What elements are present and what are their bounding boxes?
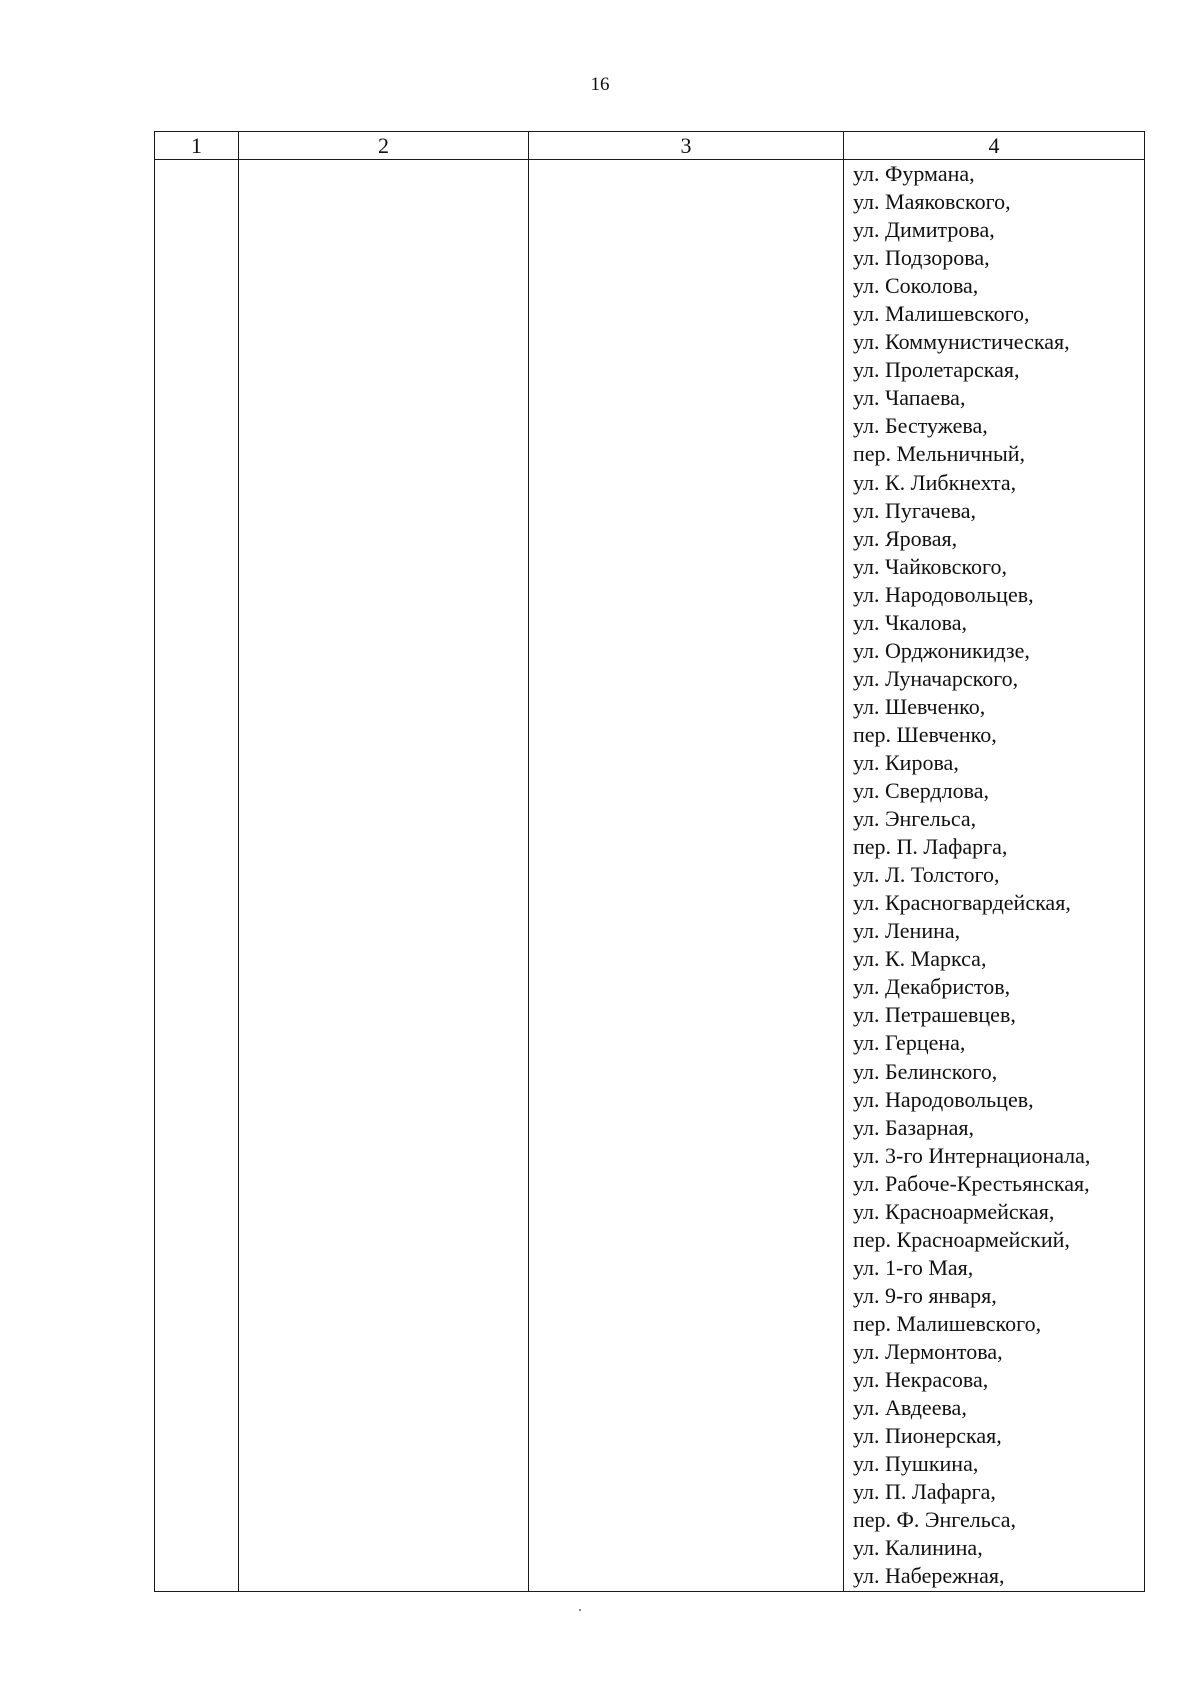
list-item: ул. Орджоникидзе, (853, 637, 1030, 663)
cell-column-4 (844, 160, 1145, 1592)
list-item: ул. 1-го Мая, (853, 1254, 974, 1280)
list-item: ул. Белинского, (853, 1058, 998, 1084)
list-item: ул. Л. Толстого, (853, 862, 1000, 888)
list-item: ул. Народовольцев, (853, 1086, 1034, 1112)
list-item: ул. Базарная, (853, 1114, 975, 1140)
list-item: ул. Коммунистическая, (853, 329, 1070, 355)
list-item: ул. Декабристов, (853, 974, 1011, 1000)
list-item: ул. Пролетарская, (853, 357, 1020, 383)
cell-column-3 (529, 160, 844, 1592)
list-item: ул. Фурмана, (853, 161, 975, 186)
list-item: ул. Соколова, (853, 273, 979, 299)
list-item: ул. Красноармейская, (853, 1198, 1055, 1224)
list-item: ул. Чайковского, (853, 553, 1007, 579)
list-item: ул. Пушкина, (853, 1451, 979, 1477)
cell-column-2 (239, 160, 529, 1592)
list-item: ул. Энгельса, (853, 806, 977, 832)
list-item: ул. П. Лафарга, (853, 1479, 996, 1505)
list-item: пер. Мельничный, (853, 441, 1026, 467)
list-item: ул. Пионерская, (853, 1423, 1002, 1449)
list-item: ул. Маяковского, (853, 189, 1011, 215)
list-item: ул. Лермонтова, (853, 1338, 1003, 1364)
document-table (154, 131, 1145, 1592)
list-item: ул. Малишевского, (853, 301, 1030, 327)
list-item: ул. Чапаева, (853, 385, 966, 411)
list-item: пер. Красноармейский, (853, 1226, 1070, 1252)
list-item: ул. Шевченко, (853, 693, 986, 719)
list-item: пер. Шевченко, (853, 721, 997, 747)
list-item: ул. Ленина, (853, 918, 961, 944)
table-row (155, 160, 1145, 1592)
list-item: ул. Народовольцев, (853, 581, 1034, 607)
list-item: ул. Петрашевцев, (853, 1002, 1016, 1028)
scan-speck (579, 1609, 581, 1611)
list-item: пер. Малишевского, (853, 1310, 1042, 1336)
list-item: ул. К. Либкнехта, (853, 469, 1017, 495)
list-item: пер. П. Лафарга, (853, 834, 1008, 860)
page-number: 16 (590, 74, 610, 95)
list-item: ул. 3-го Интернационала, (853, 1142, 1091, 1168)
list-item: ул. Свердлова, (853, 778, 989, 804)
list-item: ул. Подзорова, (853, 245, 990, 271)
list-item: ул. Чкалова, (853, 609, 967, 635)
list-item: пер. Ф. Энгельса, (853, 1507, 1017, 1533)
list-item: ул. Кирова, (853, 749, 959, 775)
list-item: ул. Герцена, (853, 1030, 966, 1056)
column-header-4: 4 (844, 132, 1145, 160)
list-item: ул. Красногвардейская, (853, 890, 1071, 916)
list-item: ул. Некрасова, (853, 1367, 989, 1393)
list-item: ул. Димитрова, (853, 217, 995, 243)
list-item: ул. Пугачева, (853, 497, 976, 523)
list-item: ул. Калинина, (853, 1535, 983, 1561)
list-item: ул. К. Маркса, (853, 946, 987, 972)
list-item: ул. Набережная, (853, 1563, 1005, 1589)
column-header-3: 3 (529, 132, 844, 160)
list-item: ул. Яровая, (853, 525, 958, 551)
list-item: ул. Рабоче-Крестьянская, (853, 1170, 1090, 1196)
column-header-1: 1 (155, 132, 239, 160)
list-item: ул. Авдеева, (853, 1395, 967, 1421)
column-header-2: 2 (239, 132, 529, 160)
cell-column-1 (155, 160, 239, 1592)
list-item: ул. Бестужева, (853, 413, 988, 439)
list-item: ул. 9-го января, (853, 1282, 997, 1308)
list-item: ул. Луначарского, (853, 665, 1019, 691)
street-list (844, 160, 1144, 1590)
header-row (155, 132, 1145, 160)
